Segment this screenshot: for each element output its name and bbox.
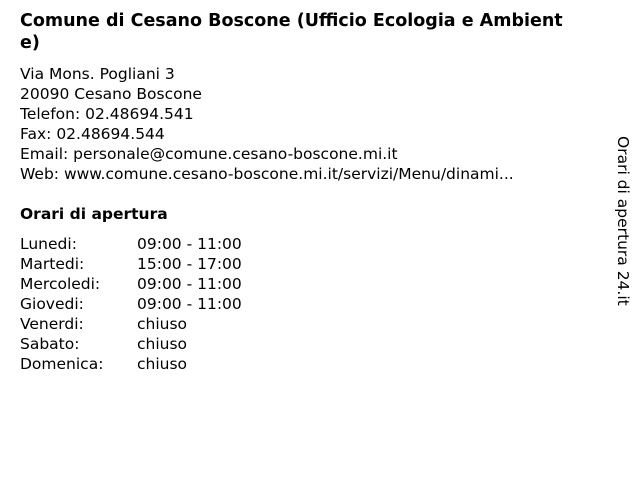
address-line: Via Mons. Pogliani 3	[20, 65, 175, 83]
opening-hours-heading: Orari di apertura	[20, 205, 168, 223]
hours-row-thursday	[20, 294, 242, 314]
hours-row-saturday	[20, 334, 242, 354]
time-value: chiuso	[137, 335, 188, 353]
day-label: Lunedi:	[20, 235, 77, 253]
page-title: Comune di Cesano Boscone (Ufficio Ecologia e Ambiente)	[20, 11, 563, 53]
time-value: chiuso	[137, 315, 188, 333]
day-label: Venerdi:	[20, 315, 84, 333]
opening-hours-table	[20, 234, 242, 374]
hours-row-wednesday	[20, 274, 242, 294]
phone-line: Telefon: 02.48694.541	[20, 105, 194, 123]
hours-row-friday	[20, 314, 242, 334]
hours-row-monday	[20, 234, 242, 254]
day-label: Sabato:	[20, 335, 80, 353]
hours-row-tuesday	[20, 254, 242, 274]
time-value: 09:00 - 11:00	[137, 295, 242, 313]
time-value: 09:00 - 11:00	[137, 235, 242, 253]
time-value: 15:00 - 17:00	[137, 255, 242, 273]
email-line: Email: personale@comune.cesano-boscone.mi.it	[20, 145, 398, 163]
contact-info	[20, 64, 600, 184]
fax-line: Fax: 02.48694.544	[20, 125, 165, 143]
city-line: 20090 Cesano Boscone	[20, 85, 202, 103]
time-value: 09:00 - 11:00	[137, 275, 242, 293]
time-value: chiuso	[137, 355, 188, 373]
day-label: Mercoledi:	[20, 275, 101, 293]
day-label: Domenica:	[20, 355, 104, 373]
site-brand-vertical: Orari di apertura 24.it	[614, 136, 632, 306]
web-line: Web: www.comune.cesano-boscone.mi.it/servizi/Menu/dinami...	[20, 165, 514, 183]
day-label: Martedi:	[20, 255, 85, 273]
hours-row-sunday	[20, 354, 242, 374]
day-label: Giovedi:	[20, 295, 84, 313]
